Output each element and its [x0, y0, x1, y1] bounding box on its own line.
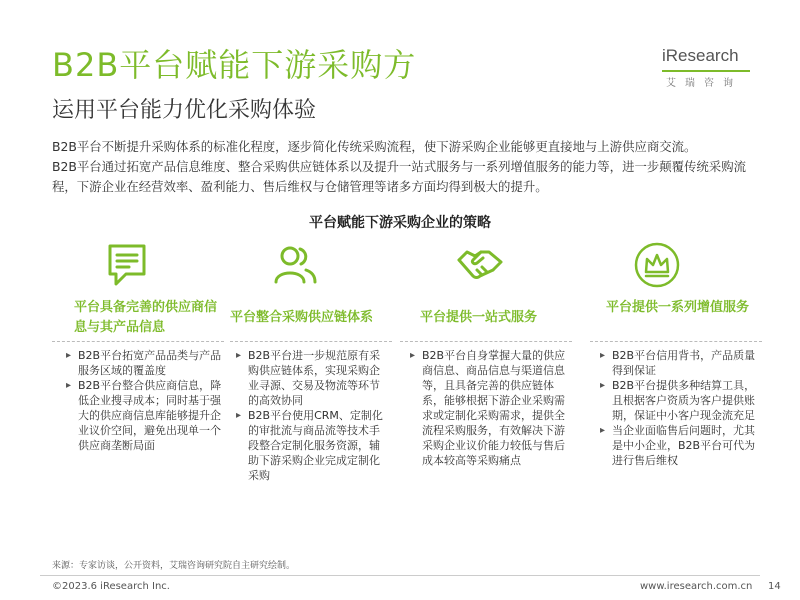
- page-title: B2B平台赋能下游采购方: [52, 46, 417, 84]
- page-subtitle: 运用平台能力优化采购体验: [52, 98, 317, 123]
- intro-paragraph: [52, 137, 770, 197]
- strategy-heading-1: 平台具备完善的供应商信息与其产品信息: [74, 300, 218, 335]
- list-item: ▸ B2B平台整合供应商信息，降低企业搜寻成本；同时基于强大的供应商信息库能够提升企业议价空间，避免出现单一个供应商垄断局面: [66, 378, 222, 453]
- dashed-divider: [230, 341, 392, 343]
- list-item: ▸ B2B平台进一步规范原有采购供应链体系，实现采购企业寻源、交易及物流等环节的高效协同: [236, 348, 386, 408]
- logo-underline: [662, 70, 750, 72]
- logo-wordmark: iResearch: [662, 46, 739, 65]
- list-item: ▸ B2B平台使用CRM、定制化的审批流与商品流等技术手段整合定制化服务资源，辅助下游采购企业完成定制化采购: [236, 408, 386, 483]
- page-number: 14: [768, 581, 781, 592]
- users-icon: [270, 240, 320, 290]
- handshake-icon: [455, 240, 505, 290]
- intro-line-1: B2B平台不断提升采购体系的标准化程度，逐步简化传统采购流程，使下游采购企业能够更直接地与上游供应商交流。: [52, 139, 697, 154]
- list-item: ▸ 当企业面临售后问题时，尤其是中小企业，B2B平台可代为进行售后维权: [600, 423, 760, 468]
- bullet-list-3: [410, 348, 570, 468]
- intro-line-2: B2B平台通过拓宽产品信息维度、整合采购供应链体系以及提升一站式服务与一系列增值服务的能力等，进一步颠覆传统采购流程，下游企业在经营效率、盈利能力、售后维权与仓储管理等诸多方面均得到极大的提升。: [52, 159, 746, 194]
- strategy-heading-2: 平台整合采购供应链体系: [230, 310, 374, 325]
- dashed-divider: [52, 341, 224, 343]
- list-item: ▸ B2B平台自身掌握大量的供应商信息、商品信息与渠道信息等，且具备完善的供应链体系，能够根据下游企业采购需求或定制化采购需求，提供全流程采购服务，有效解决下游采购企业议价能力较低与售后成本较高等采购痛点: [410, 348, 570, 468]
- copyright-text: ©2023.6 iResearch Inc.: [52, 581, 170, 592]
- strategy-heading-3: 平台提供一站式服务: [420, 310, 538, 325]
- bullet-list-1: [66, 348, 222, 453]
- footer-divider: [40, 575, 760, 576]
- strategy-title: 平台赋能下游采购企业的策略: [309, 215, 491, 231]
- logo-chinese-name: 艾瑞咨询: [666, 78, 742, 89]
- iresearch-logo: [660, 44, 760, 92]
- dashed-divider: [400, 341, 572, 343]
- strategy-heading-4: 平台提供一系列增值服务: [606, 300, 750, 315]
- message-document-icon: [102, 240, 152, 290]
- bullet-list-2: [236, 348, 386, 483]
- list-item: ▸ B2B平台提供多种结算工具，且根据客户资质为客户提供账期，保证中小客户现金流充足: [600, 378, 760, 423]
- dashed-divider: [590, 341, 762, 343]
- website-link[interactable]: www.iresearch.com.cn: [640, 581, 753, 592]
- source-note: 来源：专家访谈，公开资料，艾瑞咨询研究院自主研究绘制。: [52, 561, 296, 571]
- list-item: ▸ B2B平台拓宽产品品类与产品服务区域的覆盖度: [66, 348, 222, 378]
- bullet-list-4: [600, 348, 760, 468]
- crown-icon: [632, 240, 682, 290]
- list-item: ▸ B2B平台信用背书，产品质量得到保证: [600, 348, 760, 378]
